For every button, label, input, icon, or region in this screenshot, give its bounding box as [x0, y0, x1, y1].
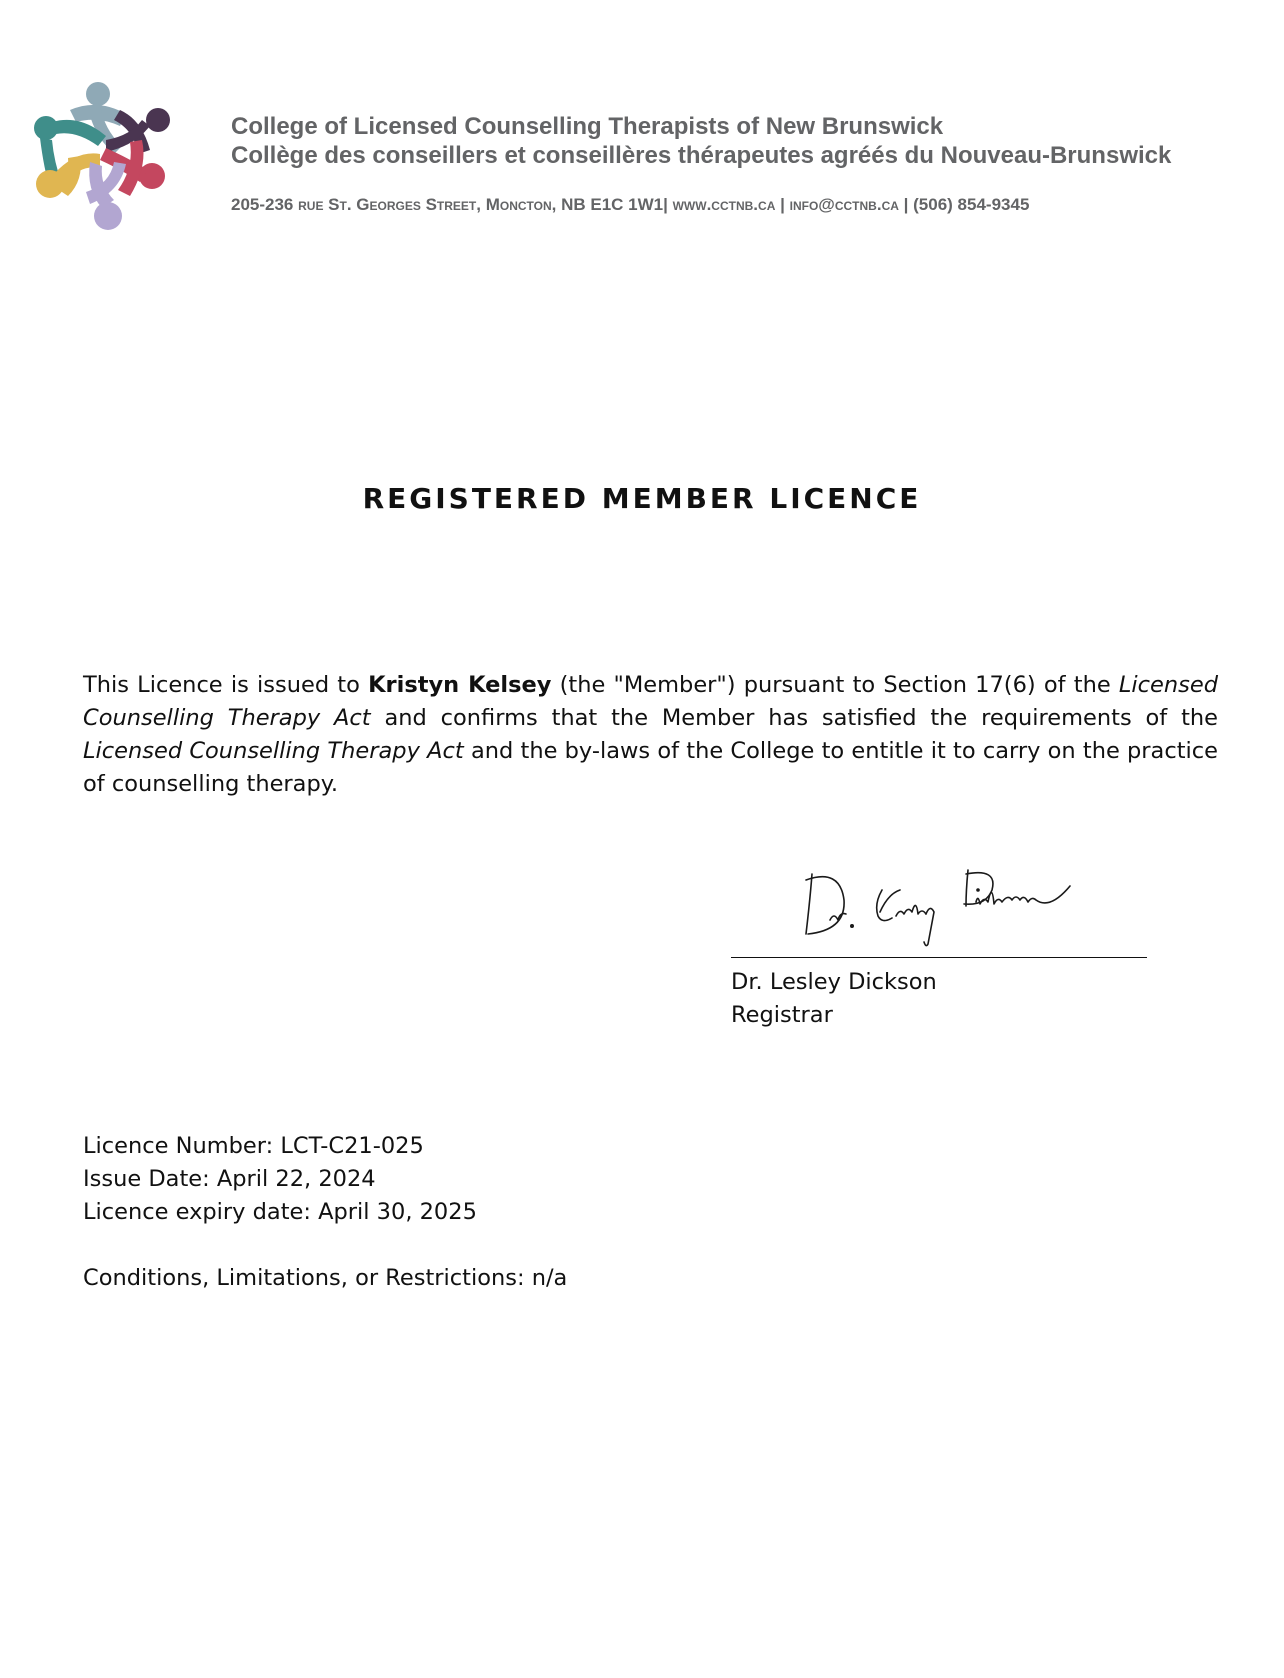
organization-website[interactable]: www.cctnb.ca — [672, 195, 776, 214]
document-title: REGISTERED MEMBER LICENCE — [362, 482, 922, 515]
licence-statement — [83, 669, 1218, 801]
organization-name-english: College of Licensed Counselling Therapists of New Brunswick — [231, 113, 944, 140]
college-logo-icon — [30, 80, 180, 240]
act-title: Licensed Counselling Therapy Act — [83, 738, 464, 764]
organization-email[interactable]: info@cctnb.ca — [789, 195, 899, 214]
licence-details — [83, 1130, 567, 1295]
statement-text: This Licence is issued to — [83, 672, 369, 698]
organization-address: 205-236 rue St. Georges Street, Moncton, NB E1C 1W1 — [231, 195, 664, 214]
issue-date: Issue Date: April 22, 2024 — [83, 1166, 376, 1192]
statement-text: (the "Member") pursuant to Section 17(6) of the — [551, 672, 1119, 698]
spacer — [83, 1229, 567, 1262]
handwritten-signature — [800, 860, 1090, 950]
organization-phone: (506) 854-9345 — [913, 195, 1030, 214]
licence-number: Licence Number: LCT-C21-025 — [83, 1133, 424, 1159]
separator: | — [903, 195, 909, 214]
organization-contact-line — [231, 195, 1029, 215]
separator: | — [780, 195, 785, 214]
signature-line — [731, 957, 1147, 958]
separator: | — [663, 195, 668, 214]
signer-role: Registrar — [731, 1002, 833, 1028]
statement-text: and confirms that the Member has satisfied the requirements of the — [370, 705, 1218, 731]
member-name: Kristyn Kelsey — [368, 672, 552, 698]
signer-name: Dr. Lesley Dickson — [731, 969, 937, 995]
statement-text: and the by-laws of the College to entitle it to carry on the practice of counselling therapy. — [83, 738, 1218, 797]
expiry-date: Licence expiry date: April 30, 2025 — [83, 1199, 477, 1225]
organization-name — [231, 112, 1171, 170]
logo-figure-lavender — [86, 162, 126, 230]
organization-name-french: Collège des conseillers et conseillères thérapeutes agréés du Nouveau-Brunswick — [231, 142, 1172, 169]
licence-conditions: Conditions, Limitations, or Restrictions: n/a — [83, 1265, 568, 1291]
act-title: Licensed Counselling Therapy Act — [83, 672, 1218, 731]
signer-block — [731, 966, 937, 1032]
